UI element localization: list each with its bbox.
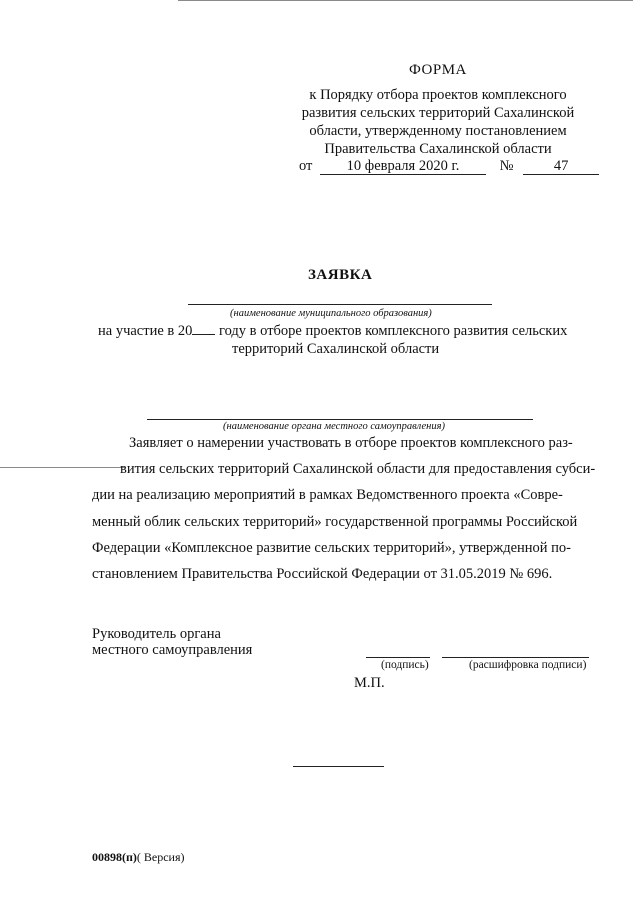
body-line-3: дии на реализацию мероприятий в рамках Ведомственного проекта «Совре-	[92, 487, 563, 503]
end-rule	[293, 766, 384, 767]
scan-artifact-top	[178, 0, 633, 1]
municipality-fill-line	[188, 304, 492, 305]
date-value: 10 февраля 2020 г.	[320, 158, 486, 175]
date-number-row	[299, 158, 599, 175]
organ-fill-line	[147, 419, 533, 420]
signature-line	[366, 657, 430, 658]
body-line-6: становлением Правительства Российской Федерации от 31.05.2019 № 696.	[92, 566, 553, 582]
participation-line-1	[98, 322, 567, 340]
header-line-1: к Порядку отбора проектов комплексного	[309, 87, 567, 103]
application-title: ЗАЯВКА	[308, 267, 373, 283]
header-line-2: развития сельских территорий Сахалинской	[301, 105, 575, 121]
number-value: 47	[523, 158, 599, 175]
form-title: ФОРМА	[409, 62, 467, 78]
header-line-4: Правительства Сахалинской области	[324, 141, 552, 157]
participation-start: на участие в 20	[98, 323, 193, 339]
signature-decoding-caption: (расшифровка подписи)	[469, 659, 587, 671]
municipality-caption: (наименование муниципального образования)	[230, 308, 432, 319]
version-label: ( Версия)	[136, 850, 185, 864]
document-code: 00898(п)	[92, 850, 137, 864]
scan-artifact-left	[0, 467, 125, 468]
signature-caption: (подпись)	[381, 659, 429, 671]
participation-end: году в отборе проектов комплексного развития сельских	[215, 323, 568, 339]
stamp-place: М.П.	[354, 675, 385, 691]
participation-line-2: территорий Сахалинской области	[232, 341, 440, 357]
body-line-2: вития сельских территорий Сахалинской области для предоставления субси-	[120, 461, 596, 477]
number-prefix: №	[499, 158, 514, 174]
document-version	[92, 850, 185, 865]
body-line-5: Федерации «Комплексное развитие сельских территорий», утвержденной по-	[92, 540, 571, 556]
head-title-line-1: Руководитель органа	[92, 626, 221, 642]
head-title-line-2: местного самоуправления	[92, 642, 253, 658]
organ-caption: (наименование органа местного самоуправления)	[223, 421, 446, 432]
date-prefix: от	[299, 158, 313, 174]
body-line-4: менный облик сельских территорий» государственной программы Российской	[92, 514, 578, 530]
year-blank	[192, 322, 215, 335]
header-line-3: области, утвержденному постановлением	[309, 123, 567, 139]
signature-decoding-line	[442, 657, 589, 658]
body-line-1: Заявляет о намерении участвовать в отборе проектов комплексного раз-	[129, 435, 573, 451]
